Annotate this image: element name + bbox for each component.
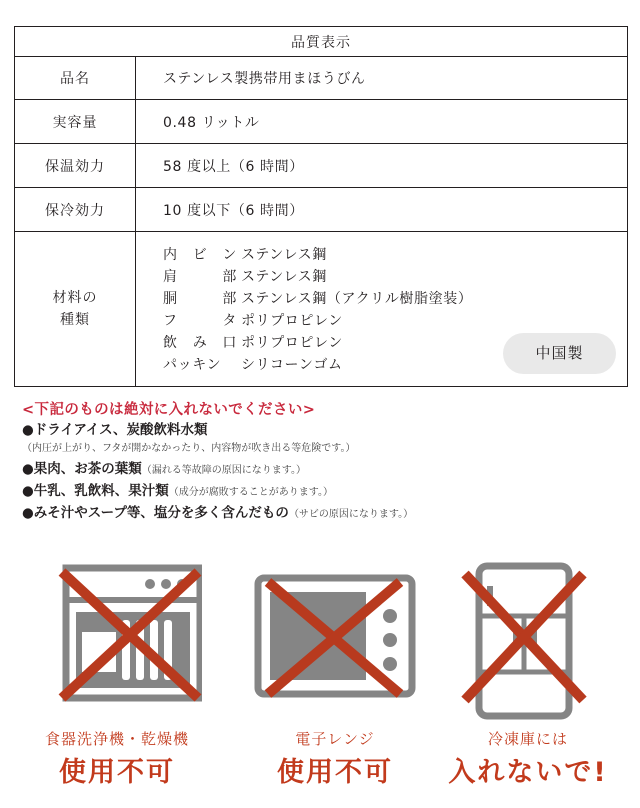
material-name: シリコーンゴム (241, 357, 343, 373)
material-row (163, 244, 472, 266)
warning-note: （成分が腐敗することがあります。） (168, 487, 333, 498)
appliance-prohibition: 使用不可 (59, 757, 175, 788)
material-name: ステンレス鋼 (241, 269, 327, 285)
row-value: 58 度以上（6 時間） (136, 144, 628, 188)
materials-cell (136, 232, 628, 387)
material-row (163, 332, 472, 354)
material-row (163, 310, 472, 332)
warning-item (22, 459, 632, 481)
materials-list (163, 244, 472, 376)
appliance-prohibition: 入れないで! (448, 757, 608, 788)
materials-label-line2: 種類 (60, 312, 90, 328)
material-name: ポリプロピレン (241, 335, 343, 351)
material-part-char: 内 (163, 247, 178, 263)
warning-note: （漏れる等故障の原因になります。） (141, 465, 306, 476)
material-row (163, 354, 472, 376)
material-part-char: ビ (192, 247, 208, 263)
microwave-icon (250, 560, 420, 720)
row-label: 保温効力 (15, 144, 136, 188)
material-part (163, 288, 241, 310)
material-part-char: ン (222, 247, 237, 263)
row-value: ステンレス製携帯用まほうびん (136, 57, 628, 100)
dishwasher-icon (32, 560, 202, 720)
table-row (15, 188, 628, 232)
material-row (163, 266, 472, 288)
warning-text: ●果肉、お茶の葉類 (22, 461, 142, 477)
warning-sub-note: （内圧が上がり、フタが開かなかったり、内容物が吹き出る等危険です。） (22, 443, 356, 454)
material-part-char: 胴 (163, 291, 178, 307)
warning-note: （サビの原因になります。） (288, 509, 414, 520)
material-part-char: 飲 (163, 335, 178, 351)
materials-label (15, 232, 136, 387)
warning-item (22, 503, 632, 525)
warning-text: ●牛乳、乳飲料、果汁類 (22, 483, 169, 499)
materials-row (15, 232, 628, 387)
material-name: ステンレス鋼 (241, 247, 327, 263)
material-part (163, 354, 241, 376)
material-part-char: 口 (222, 335, 237, 351)
material-part-char: フ (163, 313, 178, 329)
warnings-title: <下記のものは絶対に入れないでください> (22, 402, 316, 418)
row-value: 0.48 リットル (136, 100, 628, 144)
refrigerator-icon (443, 560, 613, 720)
appliance-caption: 食器洗浄機・乾燥機 (44, 730, 189, 748)
appliance-caption: 電子レンジ (295, 730, 375, 748)
material-part-char: パッキン (163, 357, 222, 373)
material-part-char: タ (222, 313, 237, 329)
material-part-char: 部 (222, 291, 237, 307)
table-row (15, 144, 628, 188)
warning-item (22, 420, 632, 441)
row-label: 保冷効力 (15, 188, 136, 232)
warning-text: ●ドライアイス、炭酸飲料水類 (22, 422, 208, 438)
row-label: 実容量 (15, 100, 136, 144)
table-row (15, 57, 628, 100)
material-part (163, 266, 241, 288)
material-part-char: 部 (222, 269, 237, 285)
row-value: 10 度以下（6 時間） (136, 188, 628, 232)
material-part (163, 332, 241, 354)
materials-label-line1: 材料の (52, 290, 98, 306)
warning-text: ●みそ汁やスープ等、塩分を多く含んだもの (22, 505, 289, 521)
material-part-char: み (192, 335, 208, 351)
spec-table (14, 26, 628, 387)
origin-badge: 中国製 (503, 333, 616, 374)
material-part-char: 肩 (163, 269, 178, 285)
dishwasher-warning (32, 560, 202, 800)
table-row (15, 100, 628, 144)
warnings-section (22, 398, 632, 525)
appliance-prohibition: 使用不可 (277, 757, 393, 788)
table-header: 品質表示 (15, 27, 628, 57)
warning-item (22, 481, 632, 503)
material-name: ポリプロピレン (241, 313, 343, 329)
row-label: 品名 (15, 57, 136, 100)
microwave-warning (250, 560, 420, 800)
appliance-caption: 冷凍庫には (487, 730, 568, 748)
freezer-warning (443, 560, 613, 800)
material-row (163, 288, 472, 310)
material-part (163, 310, 241, 332)
material-name: ステンレス鋼（アクリル樹脂塗装） (241, 291, 473, 307)
material-part (163, 244, 241, 266)
